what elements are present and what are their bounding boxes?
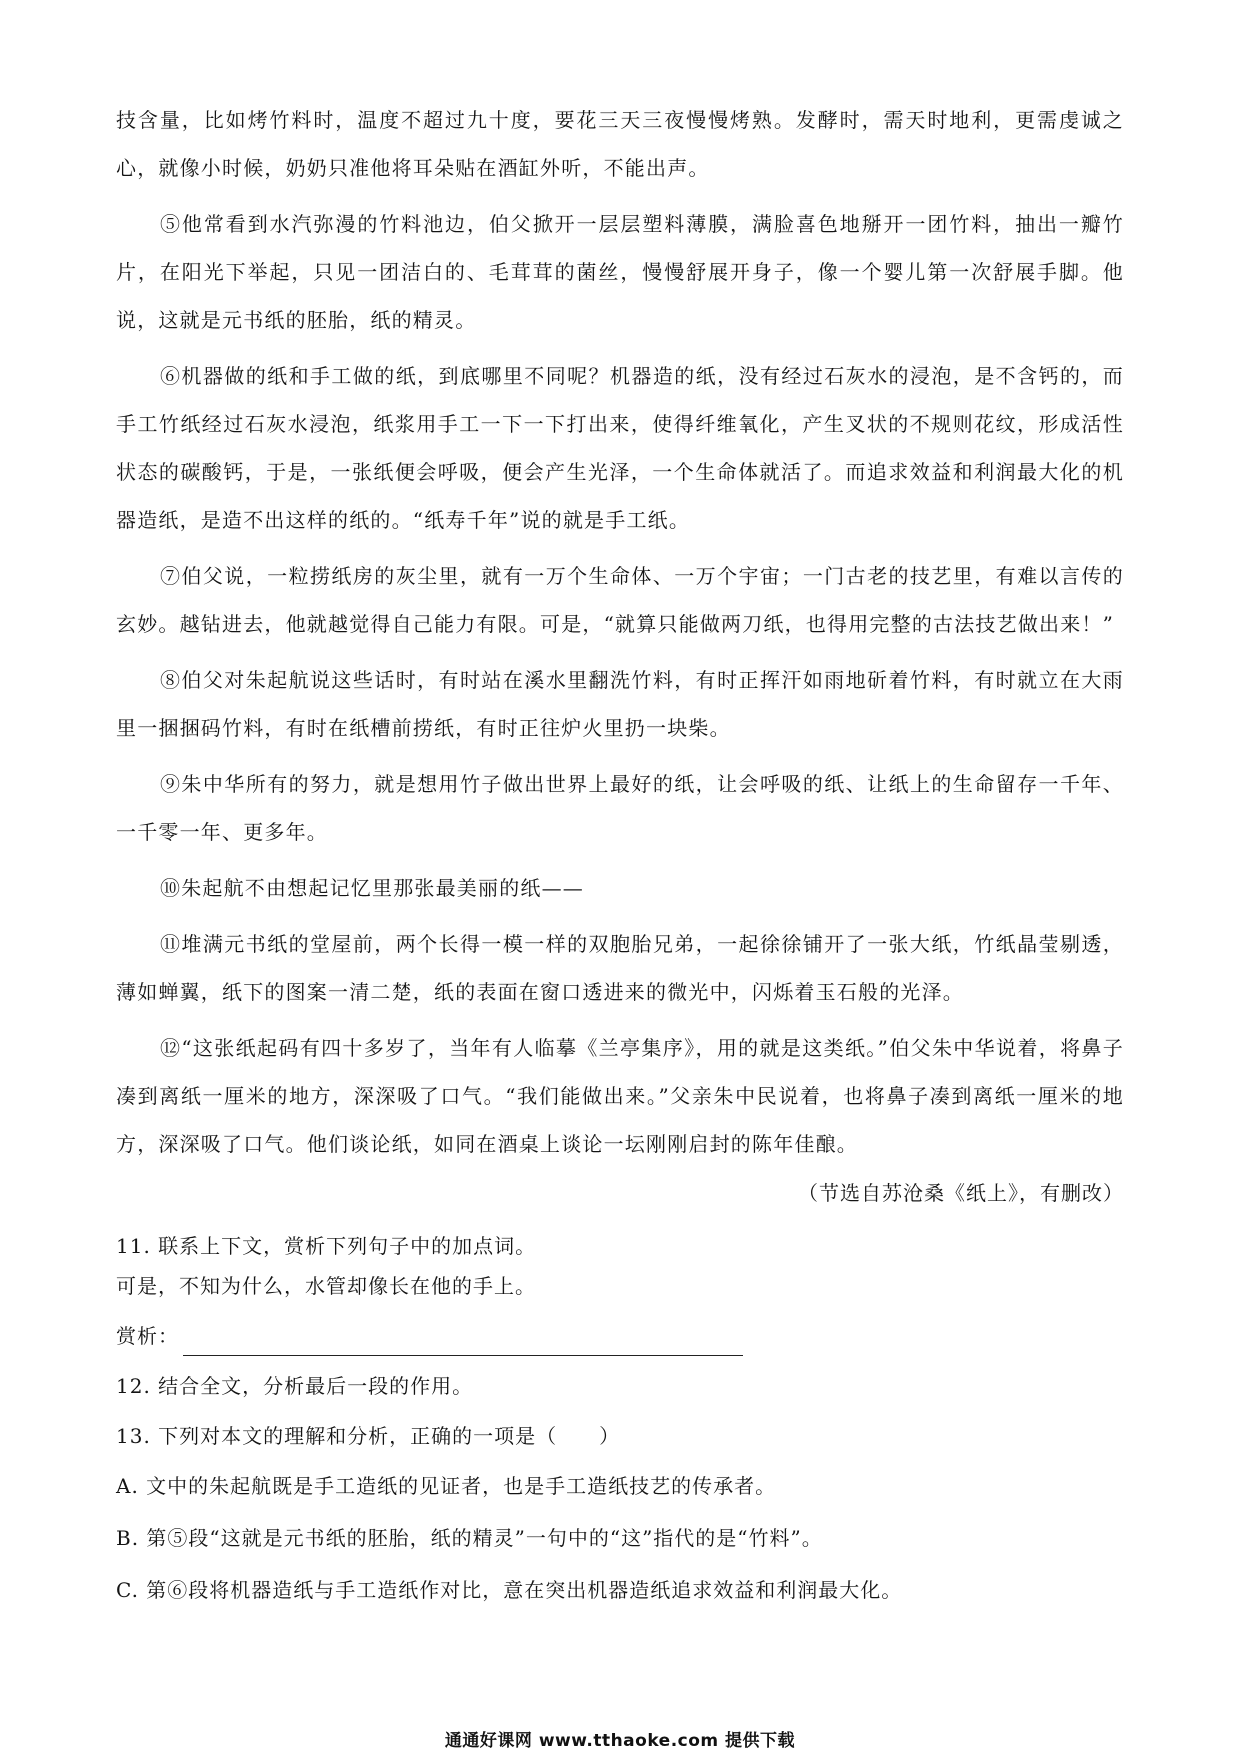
paragraph-10: ⑩朱起航不由想起记忆里那张最美丽的纸—— <box>160 876 584 900</box>
option-b: B. 第⑤段“这就是元书纸的胚胎，纸的精灵”一句中的“这”指代的是“竹料”。 <box>116 1526 823 1550</box>
question-11: 11. 联系上下文，赏析下列句子中的加点词。 <box>116 1234 537 1258</box>
question-12: 12. 结合全文，分析最后一段的作用。 <box>116 1374 474 1398</box>
paragraph-7: ⑦伯父说，一粒捞纸房的灰尘里，就有一万个生命体、一万个宇宙；一门古老的技艺里，有难以言传的玄妙。越钻进去，他就越觉得自己能力有限。可是，“就算只能做两刀纸，也得用完整的古法技艺做出来！” <box>116 564 1124 636</box>
paragraph-8: ⑧伯父对朱起航说这些话时，有时站在溪水里翻洗竹料，有时正挥汗如雨地斫着竹料，有时就立在大雨里一捆捆码竹料，有时在纸槽前捞纸，有时正往炉火里扔一块柴。 <box>116 668 1124 740</box>
option-a: A. 文中的朱起航既是手工造纸的见证者，也是手工造纸技艺的传承者。 <box>116 1474 777 1498</box>
paragraph-9: ⑨朱中华所有的努力，就是想用竹子做出世界上最好的纸，让会呼吸的纸、让纸上的生命留存一千年、一千零一年、更多年。 <box>116 772 1124 844</box>
paragraph-continued: 技含量，比如烤竹料时，温度不超过九十度，要花三天三夜慢慢烤熟。发酵时，需天时地利，更需虔诚之心，就像小时候，奶奶只准他将耳朵贴在酒缸外听，不能出声。 <box>116 108 1124 180</box>
reading-passage <box>116 96 1124 1216</box>
question-11-sentence: 可是，不知为什么，水管却像长在他的手上。 <box>116 1274 536 1298</box>
exam-page <box>116 96 1124 1622</box>
question-13: 13. 下列对本文的理解和分析，正确的一项是（ ） <box>116 1424 621 1448</box>
page-footer: 通通好课网 www.tthaoke.com 提供下载 <box>444 1731 796 1751</box>
paragraph-11: ⑪堆满元书纸的堂屋前，两个长得一模一样的双胞胎兄弟，一起徐徐铺开了一张大纸，竹纸晶莹剔透，薄如蝉翼，纸下的图案一清二楚，纸的表面在窗口透进来的微光中，闪烁着玉石般的光泽。 <box>116 932 1124 1004</box>
paragraph-6: ⑥机器做的纸和手工做的纸，到底哪里不同呢？机器造的纸，没有经过石灰水的浸泡，是不含钙的，而手工竹纸经过石灰水浸泡，纸浆用手工一下一下打出来，使得纤维氧化，产生叉状的不规则花纹，形成活性状态的碳酸钙，于是，一张纸便会呼吸，便会产生光泽，一个生命体就活了。而追求效益和利润最大化的机器造纸，是造不出这样的纸的。“纸寿千年”说的就是手工纸。 <box>116 364 1124 532</box>
source-citation: （节选自苏沧桑《纸上》，有删改） <box>798 1181 1124 1205</box>
questions-section <box>116 1226 1124 1610</box>
answer-blank-line[interactable] <box>183 1327 743 1356</box>
option-c: C. 第⑥段将机器造纸与手工造纸作对比，意在突出机器造纸追求效益和利润最大化。 <box>116 1578 903 1602</box>
paragraph-5: ⑤他常看到水汽弥漫的竹料池边，伯父掀开一层层塑料薄膜，满脸喜色地掰开一团竹料，抽出一瓣竹片，在阳光下举起，只见一团洁白的、毛茸茸的菌丝，慢慢舒展开身子，像一个婴儿第一次舒展手脚。他说，这就是元书纸的胚胎，纸的精灵。 <box>116 212 1124 332</box>
question-11-answer-row <box>116 1316 1124 1356</box>
paragraph-12: ⑫“这张纸起码有四十多岁了，当年有人临摹《兰亭集序》，用的就是这类纸。”伯父朱中华说着，将鼻子凑到离纸一厘米的地方，深深吸了口气。“我们能做出来。”父亲朱中民说着，也将鼻子凑到离纸一厘米的地方，深深吸了口气。他们谈论纸，如同在酒桌上谈论一坛刚刚启封的陈年佳酿。 <box>116 1036 1124 1156</box>
answer-label: 赏析： <box>116 1324 179 1348</box>
